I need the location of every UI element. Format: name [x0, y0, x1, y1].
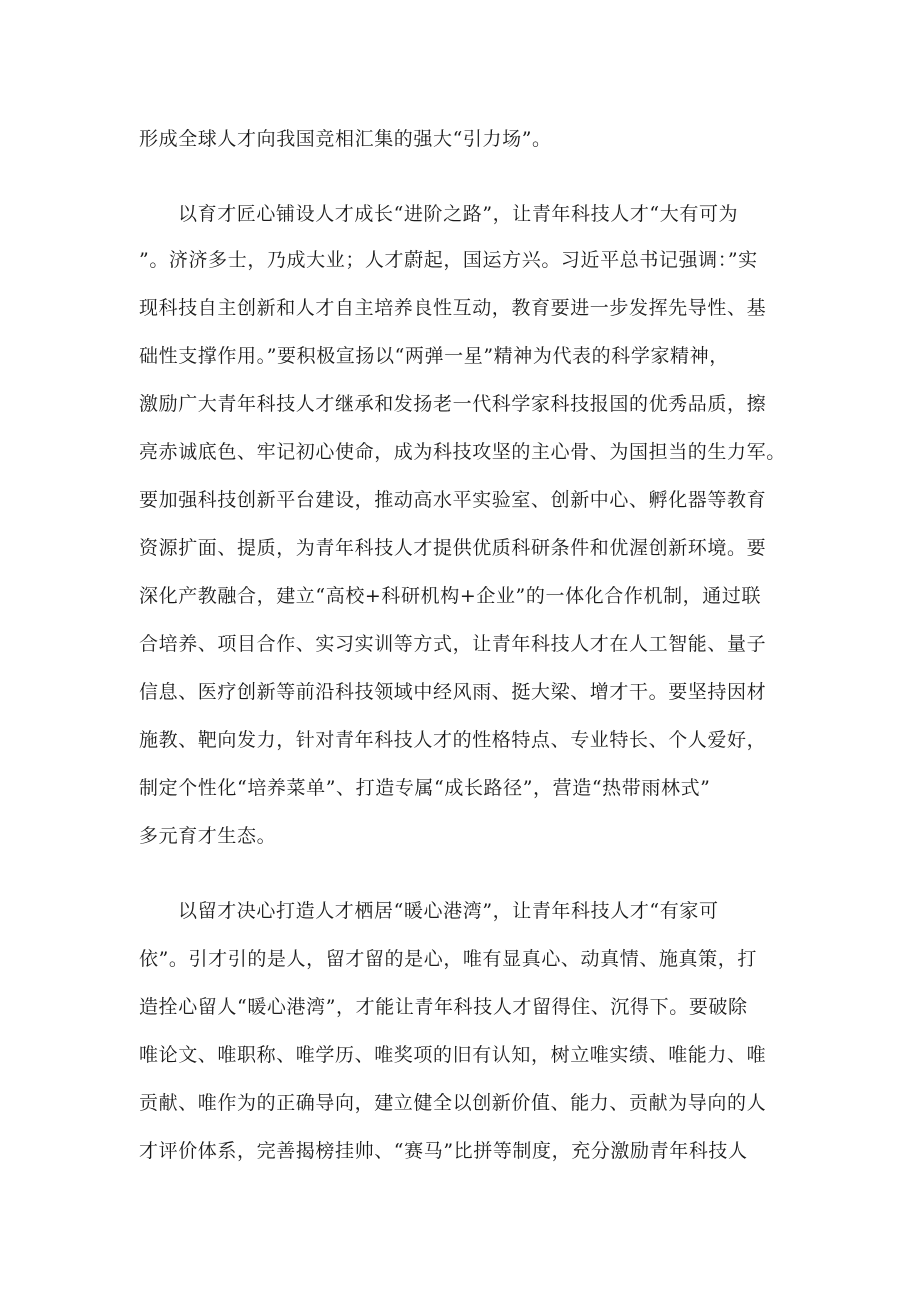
text-line: 础性支撑作用。”要积极宣扬以“两弹一星”精神为代表的科学家精神， — [139, 345, 729, 367]
text-line: 多元育才生态。 — [139, 825, 277, 847]
text-line: 亮赤诚底色、牢记初心使命，成为科技攻坚的主心骨、为国担当的生力军。 — [139, 441, 786, 463]
text-line: 施教、靶向发力，针对青年科技人才的性格特点、专业特长、个人爱好， — [139, 729, 767, 751]
text-line: 以育才匠心铺设人才成长“进阶之路”，让青年科技人才“大有可为 — [178, 203, 739, 225]
text-line: 深化产教融合，建立“高校+科研机构+企业”的一体化合作机制，通过联 — [139, 585, 762, 607]
text-line: 以留才决心打造人才栖居“暖心港湾”，让青年科技人才“有家可 — [178, 900, 719, 922]
text-line: 要加强科技创新平台建设，推动高水平实验室、创新中心、孵化器等教育 — [139, 489, 767, 511]
text-line: 造拴心留人“暖心港湾”，才能让青年科技人才留得住、沉得下。要破除 — [139, 996, 748, 1018]
text-line: 贡献、唯作为的正确导向，建立健全以创新价值、能力、贡献为导向的人 — [139, 1092, 767, 1114]
text-line: 激励广大青年科技人才继承和发扬老一代科学家科技报国的优秀品质，擦 — [139, 393, 767, 415]
text-line: 才评价体系，完善揭榜挂帅、“赛马”比拼等制度，充分激励青年科技人 — [139, 1140, 748, 1162]
text-line: 现科技自主创新和人才自主培养良性互动，教育要进一步发挥先导性、基 — [139, 297, 767, 319]
text-line: 形成全球人才向我国竞相汇集的强大“引力场”。 — [139, 128, 552, 150]
text-line: 制定个性化“培养菜单”、打造专属“成长路径”，营造“热带雨林式” — [139, 777, 711, 799]
text-line: 合培养、项目合作、实习实训等方式，让青年科技人才在人工智能、量子 — [139, 633, 767, 655]
text-line: 依”。引才引的是人，留才留的是心，唯有显真心、动真情、施真策，打 — [139, 948, 757, 970]
text-line: ”。济济多士，乃成大业；人才蔚起，国运方兴。习近平总书记强调：”实 — [139, 249, 758, 271]
text-line: 信息、医疗创新等前沿科技领域中经风雨、挺大梁、增才干。要坚持因材 — [139, 681, 767, 703]
text-line: 唯论文、唯职称、唯学历、唯奖项的旧有认知，树立唯实绩、唯能力、唯 — [139, 1044, 767, 1066]
text-line: 资源扩面、提质，为青年科技人才提供优质科研条件和优渥创新环境。要 — [139, 537, 767, 559]
